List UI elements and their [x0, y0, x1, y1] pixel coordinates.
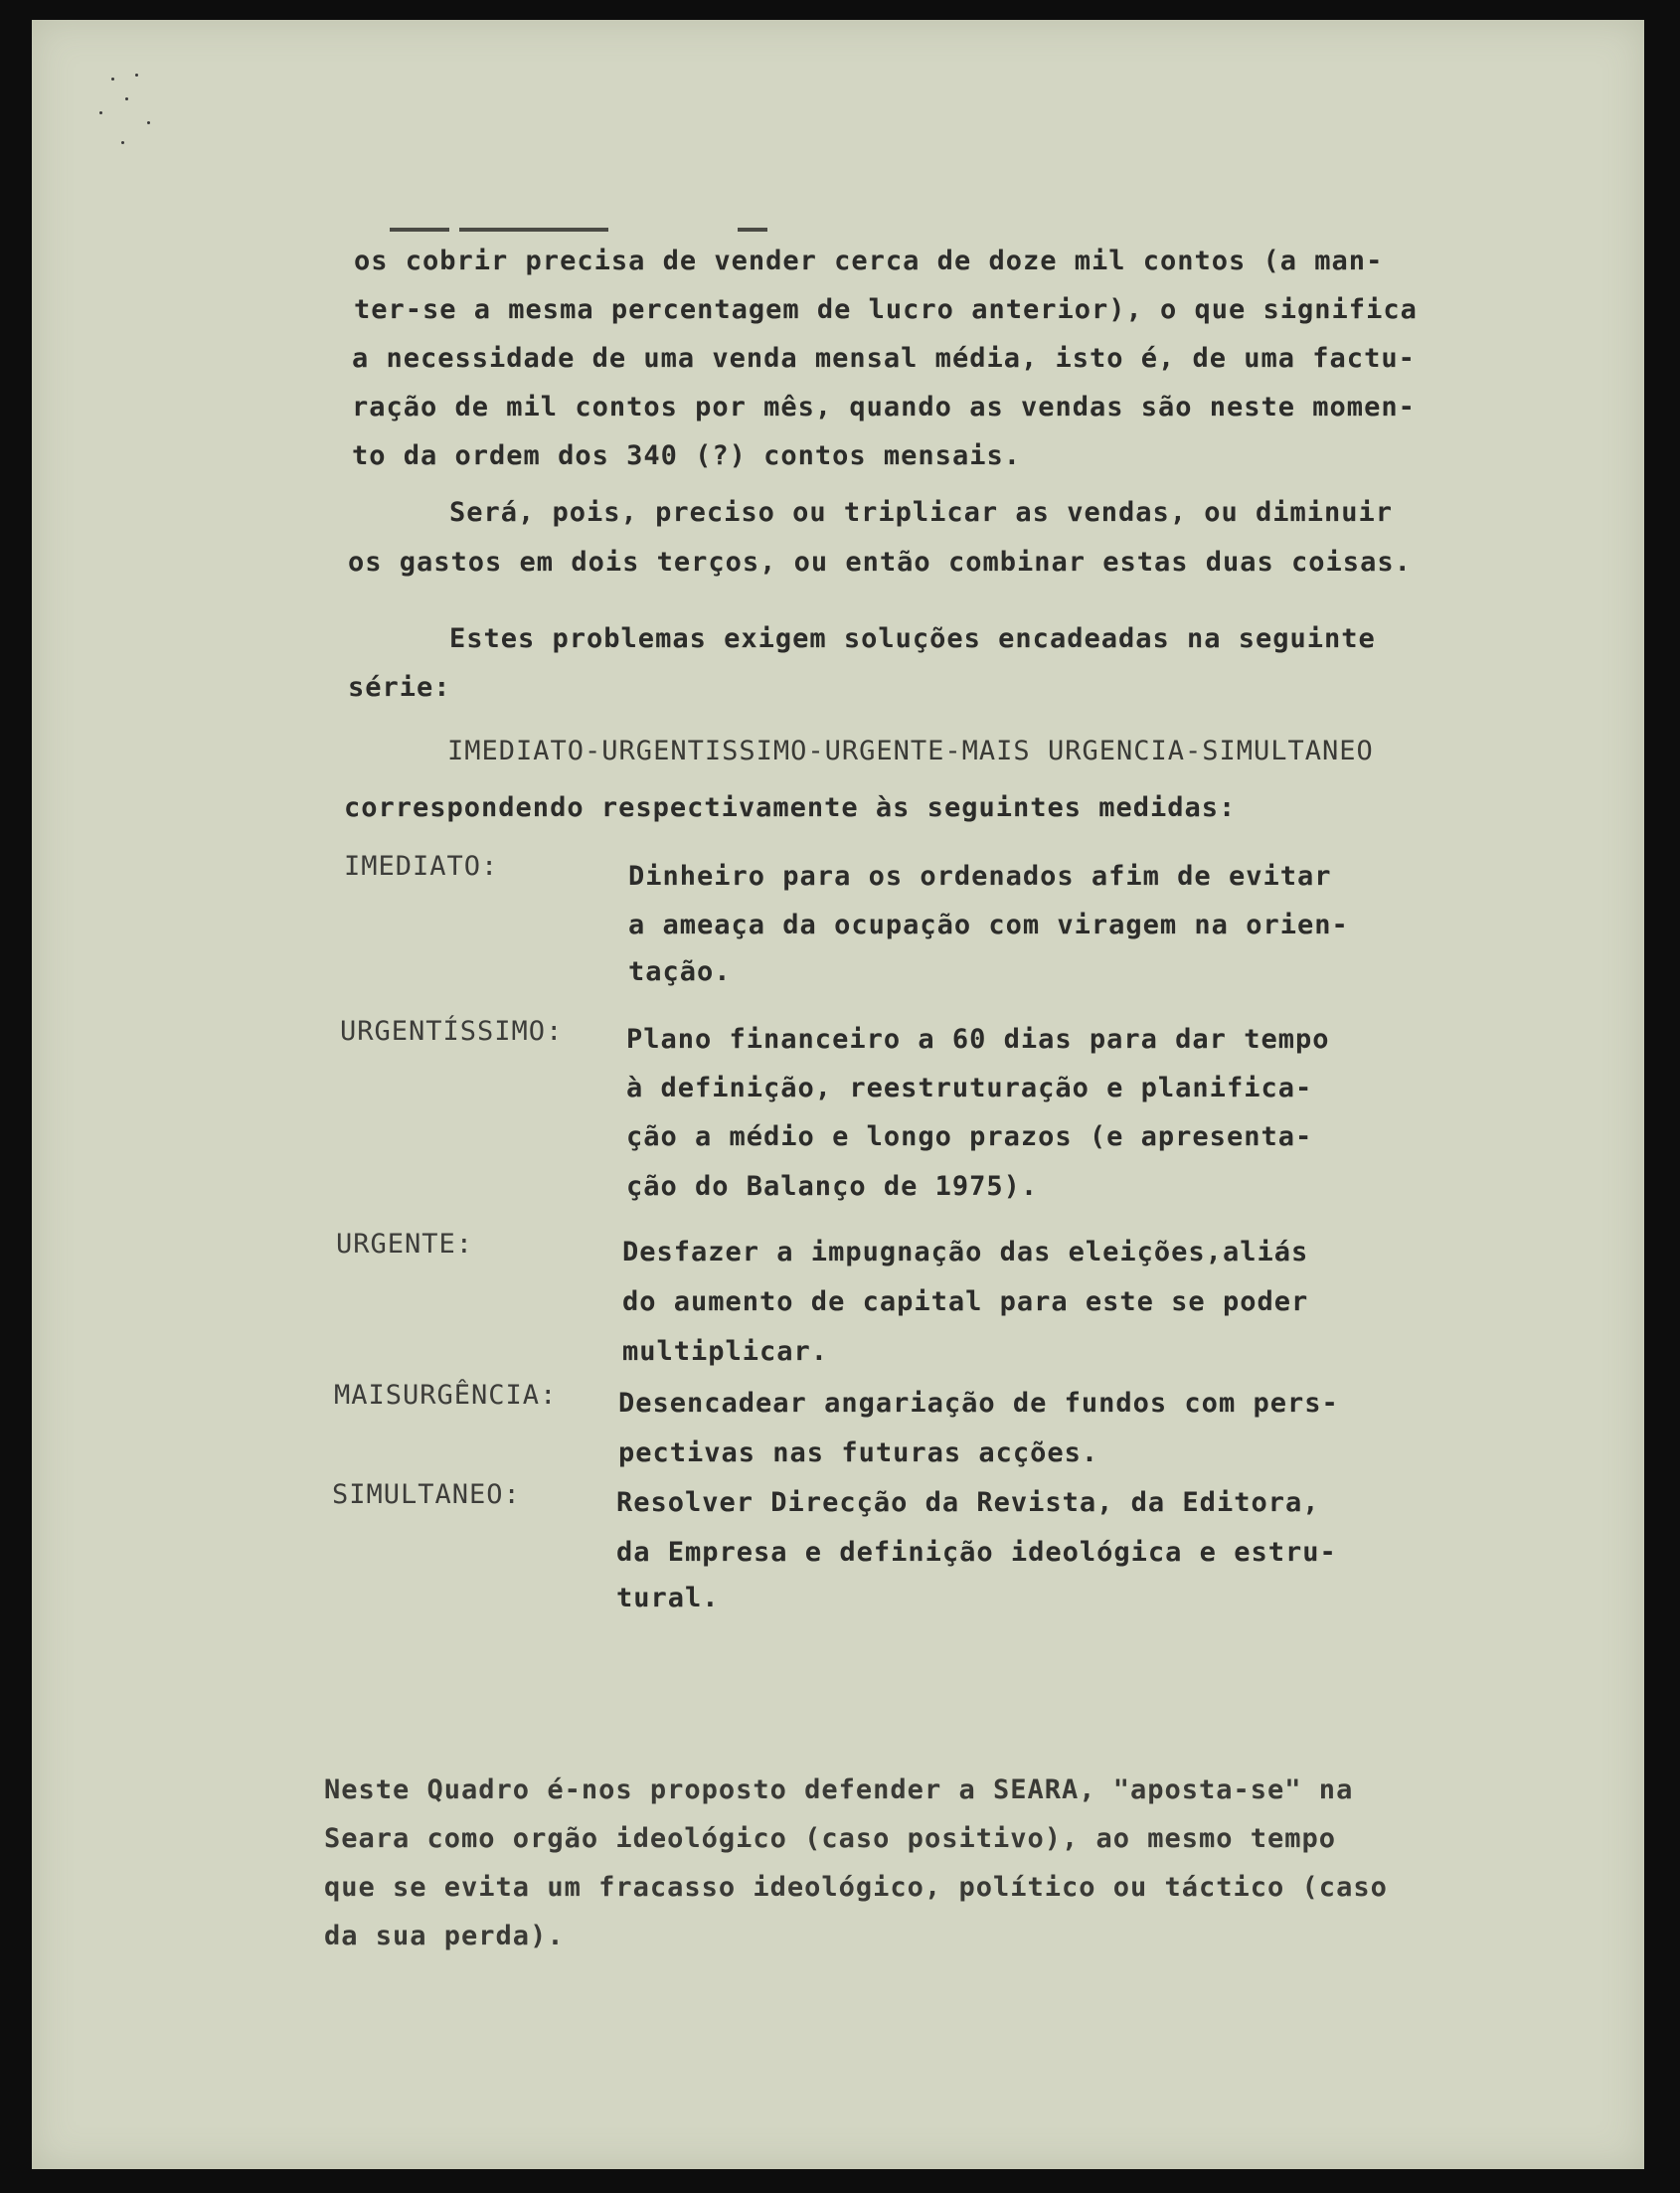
- correspondence-line: correspondendo respectivamente às seguintes medidas:: [344, 792, 1237, 823]
- intro-line: ração de mil contos por mês, quando as vendas são neste momen-: [352, 392, 1416, 422]
- intro-line: ter-se a mesma percentagem de lucro anterior), o que significa: [354, 294, 1418, 325]
- measure-text-line: Dinheiro para os ordenados afim de evitar: [628, 861, 1332, 892]
- measure-label: MAISURGÊNCIA:: [334, 1380, 558, 1411]
- measure-text-line: a ameaça da ocupação com viragem na orien-: [628, 910, 1349, 940]
- measure-text-line: Plano financeiro a 60 dias para dar tempo: [626, 1024, 1330, 1055]
- paper-specks: [91, 72, 181, 161]
- measure-label: URGENTE:: [336, 1229, 474, 1260]
- measure-text-line: ção a médio e longo prazos (e apresenta-: [626, 1121, 1313, 1152]
- measure-label: IMEDIATO:: [344, 851, 499, 882]
- cut-off-line: [390, 217, 807, 233]
- measure-text-line: do aumento de capital para este se poder: [622, 1286, 1309, 1317]
- paragraph-line: os gastos em dois terços, ou então combinar estas duas coisas.: [348, 547, 1412, 578]
- measure-text-line: Desfazer a impugnação das eleições,aliás: [622, 1237, 1309, 1267]
- measure-text-line: multiplicar.: [622, 1336, 829, 1367]
- intro-line: os cobrir precisa de vender cerca de doze mil contos (a man-: [354, 246, 1384, 276]
- paragraph-line: Será, pois, preciso ou triplicar as vendas, ou diminuir: [449, 497, 1394, 528]
- measure-text-line: tural.: [616, 1583, 720, 1613]
- priority-sequence: IMEDIATO-URGENTISSIMO-URGENTE-MAIS URGENCIA-SIMULTANEO: [447, 736, 1374, 766]
- closing-line: da sua perda).: [324, 1921, 565, 1951]
- measure-text-line: tação.: [628, 956, 732, 987]
- closing-line: que se evita um fracasso ideológico, político ou táctico (caso: [324, 1872, 1388, 1903]
- measure-label: URGENTÍSSIMO:: [340, 1016, 564, 1047]
- paragraph-line: Estes problemas exigem soluções encadeadas na seguinte: [449, 623, 1376, 654]
- closing-line: Neste Quadro é-nos proposto defender a SEARA, "aposta-se" na: [324, 1774, 1354, 1805]
- intro-line: a necessidade de uma venda mensal média, isto é, de uma factu-: [352, 343, 1416, 374]
- paragraph-line: série:: [348, 672, 451, 703]
- measure-text-line: à definição, reestruturação e planifica-: [626, 1073, 1313, 1103]
- closing-line: Seara como orgão ideológico (caso positivo), ao mesmo tempo: [324, 1823, 1337, 1854]
- measure-label: SIMULTANEO:: [332, 1479, 521, 1510]
- measure-text-line: ção do Balanço de 1975).: [626, 1171, 1039, 1202]
- intro-line: to da ordem dos 340 (?) contos mensais.: [352, 440, 1021, 471]
- measure-text-line: Desencadear angariação de fundos com pers-: [618, 1388, 1339, 1419]
- measure-text-line: pectivas nas futuras acções.: [618, 1437, 1099, 1468]
- measure-text-line: Resolver Direcção da Revista, da Editora,: [616, 1487, 1320, 1518]
- measure-text-line: da Empresa e definição ideológica e estru-: [616, 1537, 1337, 1568]
